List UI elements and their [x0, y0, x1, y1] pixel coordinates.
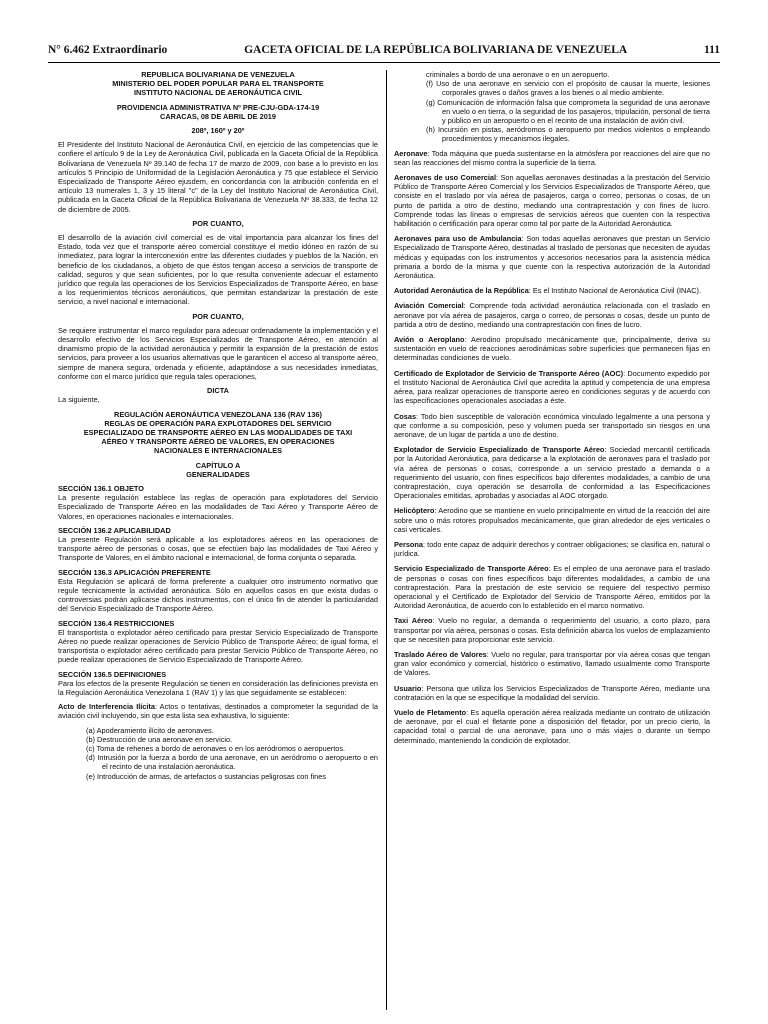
definition-text: : Vuelo no regular, a demanda o requerimiento del usuario, a corto plazo, para transportar por vía aérea, personas o cosas. Esta definición abarca los vuelos de emplazamiento que se necesiten para proporcionar este servicio. — [394, 616, 710, 644]
definition-text: : Son todas aquellas aeronaves que prestan un Servicio Especializado de Transporte Aéreo, destinadas al traslado de personas que necesiten de ayudas médicas y equipadas con los instrumentos y accesorios necesarios para la asistencia médica primaria a bordo de la misma y que cuente con la respectiva autorización de la Autoridad Aeronáutica. — [394, 234, 710, 281]
interference-list — [58, 726, 378, 781]
definition-term: Traslado Aéreo de Valores — [394, 649, 487, 659]
definition-text: : Todo bien susceptible de valoración económica vinculado legalmente a una persona y que conforme a su composición, peso y volumen pueda ser transportado sin riesgos en una aeronave, de un lugar de partida a uno de destino. — [394, 411, 710, 439]
interference-list-continued — [394, 70, 710, 144]
definition-item — [394, 173, 710, 228]
definition-term: Aeronave — [394, 148, 428, 158]
definition-interferencia — [58, 702, 378, 720]
definition-term: Certificado de Explotador de Servicio de Transporte Aéreo (AOC) — [394, 368, 624, 378]
definition-item — [394, 506, 710, 534]
definition-text: : Sociedad mercantil certificada por la Autoridad Aeronáutica, para dedicarse a la explotación de aeronaves para el traslado por vía aérea de personas o cosas, corresponde a un servicio prestado a demanda o a requerimiento del usuario, con fines específicos bajo diferentes modalidades, a cambio de una contraprestación, cuya operación se desarrolla de conformidad a las Especificaciones Operacionales emitidas, aprobadas y asociadas al AOC otorgado. — [394, 445, 710, 501]
definition-term: Cosas — [394, 411, 417, 421]
section-text: El transportista o explotador aéreo certificado para prestar Servicio Especializado de Transporte Aéreo no puede realizar operaciones de Servicio Público de Transporte Aéreo; de igual forma, el transportista o explotador aéreo certificado para prestar Servicio Público de Transporte Aéreo, no puede realizar operaciones de Servicio Especializado de Transporte Aéreo. — [58, 627, 378, 665]
definition-term: Vuelo de Fletamento — [394, 707, 467, 717]
definition-text: : Actos o tentativas, destinados a comprometer la seguridad de la aviación civil incluyendo, sin que esta lista sea exhaustiva, lo siguiente: — [58, 702, 378, 721]
list-item: (g) Comunicación de información falsa que comprometa la seguridad de una aeronave en vuelo o en tierra, o la seguridad de los pasajeros, tripulación, personal de tierra y público en un aeropuerto o en el recinto de una instalación de avión civil. — [426, 97, 710, 126]
regulation-title-line: REGULACIÓN AERONÁUTICA VENEZOLANA 136 (RAV 136) — [114, 409, 322, 419]
definition-text: : Son aquellas aeronaves destinadas a la prestación del Servicio Público de Transporte Aéreo Comercial y los Servicios Especializados de Transporte Aéreo, que consiste en el traslado por vía aérea de pasajeros, carga o correo, personas o cosas, de un punto de partida a otro de destino, mediando una contraprestación y con fines de lucro. Comprende todas las líneas o empresas de servicios aéreos que cuenten con la respectiva habilitación o certificación para operar como tal por parte de la Autoridad Aeronáutica. — [394, 173, 710, 229]
providencia-line: CARACAS, 08 DE ABRIL DE 2019 — [160, 111, 276, 121]
section-text: La presente Regulación será aplicable a los explotadores aéreos en las operaciones de transporte aéreo de personas o cosas, que se efectúen bajo las modalidades de Taxi Aéreo y Transporte de Valores, en el ámbito nacional e internacional, de forma conjunta o separada. — [58, 534, 378, 563]
definition-item — [394, 650, 710, 678]
section-text: Esta Regulación se aplicará de forma preferente a cualquier otro instrumento normativo que regule técnicamente la actividad aeronáutica. Sólo en aquellos casos en que exista dudas o controversias podrán aplicarse dichos instrumentos, con el único fin de atender la particularidad del Servicio Especializado de Transporte Aéreo. — [58, 576, 378, 614]
page-number: 111 — [704, 44, 720, 56]
list-item: (a) Apoderamiento ilícito de aeronaves. — [86, 725, 214, 735]
section-title: SECCIÓN 136.4 RESTRICCIONES — [58, 618, 175, 628]
section-text: La presente regulación establece las reglas de operación para explotadores del Servicio Especializado de Transporte Aéreo en las modalidades de Taxi Aéreo y Transporte Aéreo de Valores, en operaciones nacionales e internacionales. — [58, 493, 378, 521]
section-title: SECCIÓN 136.1 OBJETO — [58, 483, 144, 493]
definition-item — [394, 616, 710, 644]
regulation-title — [58, 410, 378, 456]
intro-paragraph: El Presidente del Instituto Nacional de Aeronáutica Civil, en ejercicio de las competencias que le confiere el artículo 9 de la Ley de Aeronáutica Civil, publicada en la Gaceta Oficial de la República Bolivariana de Venezuela Nº 39.140 de fecha 17 de marzo de 2009, con base a lo previsto en los artículos 5 Principio de Uniformidad de la Legislación Aeronáutica y 75 que establece el Servicio Especializado de Transporte Aéreo ejusdem, en concordancia con la atribución conferida en el artículo 13 numerales 1, 3 y 15 literal "c" de la Ley del Instituto Nacional de Aeronáutica Civil, publicada en la Gaceta Oficial de la República Bolivariana de Venezuela Nº 38.333, de fecha 12 de diciembre de 2005. — [58, 140, 378, 214]
definition-term: Servicio Especializado de Transporte Aéreo — [394, 564, 549, 574]
definition-text: : Documento expedido por el Instituto Nacional de Aeronáutica Civil que acredita la aptitud y competencia de una empresa aérea, para realizar operaciones de transporte aereo en condiciones seguras y de acuerdo con las especificaciones operacionales asociadas a éste. — [394, 368, 710, 406]
section-title: SECCIÓN 136.3 APLICACIÓN PREFERENTE — [58, 567, 211, 577]
issue-number: N° 6.462 Extraordinario — [48, 44, 168, 56]
definition-item — [394, 301, 710, 329]
definition-text: : Es el Instituto Nacional de Aeronáutica Civil (INAC). — [528, 286, 702, 296]
por-cuanto-heading: POR CUANTO, — [192, 311, 244, 321]
definition-item — [394, 412, 710, 440]
dicta-heading: DICTA — [207, 386, 229, 396]
right-column — [394, 70, 710, 1010]
definition-text: : Es el empleo de una aeronave para el traslado de personas o cosas con fines específicos bajo diferentes modalidades, a cambio de una contraprestación. Para la prestación de este servicio se requiere del respectivo permiso operacional y el Certificado de Explotador del Servicio de Transporte Aéreo, emitidos por la Autoridad Aeronáutica, de acuerdo con lo establecido en el marco normativo. — [394, 564, 710, 611]
heading-line: MINISTERIO DEL PODER POPULAR PARA EL TRANSPORTE — [112, 79, 324, 89]
definition-text: : todo ente capaz de adquirir derechos y contraer obligaciones; se clasifica en, natural o jurídica. — [394, 539, 710, 559]
gazette-title: GACETA OFICIAL DE LA REPÚBLICA BOLIVARIANA DE VENEZUELA — [244, 44, 628, 56]
definition-item — [394, 286, 710, 295]
definition-item — [394, 149, 710, 167]
definition-term: Taxi Aéreo — [394, 616, 433, 626]
definition-term: Usuario — [394, 683, 422, 693]
list-item: (d) Intrusión por la fuerza a bordo de una aeronave, en un aeródromo o aeropuerto o en el recinto de una instalación aeronáutica. — [86, 753, 378, 772]
list-item: criminales a bordo de una aeronave o en un aeropuerto. — [426, 70, 610, 79]
definition-term: Persona — [394, 539, 423, 549]
definition-term: Acto de Interferencia Ilícita — [58, 702, 155, 712]
section-title: SECCIÓN 136.2 APLICABILIDAD — [58, 525, 171, 535]
definition-text: : Aerodino propulsado mecánicamente que, principalmente, deriva su sustentación en vuelo de reacciones aerodinámicas sobre superficies que permanecen fijas en determinadas condiciones de vuelo. — [394, 335, 710, 363]
providencia-line: PROVIDENCIA ADMINISTRATIVA Nº PRE-CJU-GDA-174-19 — [116, 102, 320, 112]
regulation-title-line: AÉREO Y TRANSPORTE AÉREO DE VALORES, EN OPERACIONES — [101, 437, 335, 447]
list-item: (h) Incursión en pistas, aeródromos o aeropuerto por medios violentos o empleando procedimientos y mecanismos ilegales. — [426, 125, 710, 144]
la-siguiente-text: La siguiente, — [58, 395, 100, 405]
section-text: Para los efectos de la presente Regulación se tienen en consideración las definiciones prevista en la Regulación Aeronáutica Venezolana 1 (RAV 1) y las que seguidamente se establecen: — [58, 678, 378, 697]
definition-text: : Es aquella operación aérea realizada mediante un contrato de utilización de aeronave, por el cual el fletante pone a disposición del fletador, por un precio cierto, la capacidad total o parcial de una aeronave, para uno o más viajes o durante un tiempo determinado, manteniendo la condición de explotador. — [394, 707, 710, 745]
years-line: 208º, 160º y 20º — [191, 126, 245, 136]
left-column — [58, 70, 378, 1010]
chapter-heading — [58, 461, 378, 479]
definition-term: Helicóptero — [394, 506, 435, 516]
definition-term: Aviación Comercial — [394, 301, 464, 311]
definition-text: : Comprende toda actividad aeronáutica relacionada con el traslado en aeronave por vía aérea de pasajeros, carga o correo, de personas o cosas, desde un punto de partida a otro de destino, mediando una contraprestación con fines de lucro. — [394, 301, 710, 329]
definition-item — [394, 684, 710, 702]
chapter-line: CAPÍTULO A — [195, 460, 241, 470]
chapter-line: GENERALIDADES — [186, 469, 250, 479]
definition-item — [394, 708, 710, 745]
definition-term: Autoridad Aeronáutica de la República — [394, 286, 529, 296]
definition-item — [394, 335, 710, 363]
por-cuanto-heading: POR CUANTO, — [192, 218, 244, 228]
considerando-paragraph: Se requiere instrumentar el marco regulador para adecuar ordenadamente la implementación y el desarrollo efectivo de los Servicios Especializados de Transporte Aéreo, en atención al dinamismo propio de la actividad aeronáutica y permitir la expansión de la prestación de estos servicios, para proveer a los usuarios alternativas que le garanticen el acceso al transporte aéreo, siempre de manera segura, ordenada y eficiente, adaptándose a sus necesidades inmediatas, conforme con el marco jurídico que regula tales operaciones, — [58, 325, 378, 381]
definition-text: : Persona que utiliza los Servicios Especializados de Transporte Aéreo, mediante una contratación en la que se especifique la modalidad del servicio. — [394, 683, 710, 702]
definition-item — [394, 234, 710, 280]
providencia-heading — [58, 103, 378, 121]
header-rule — [48, 62, 720, 63]
list-item: (b) Destrucción de una aeronave en servicio. — [86, 734, 233, 744]
column-divider — [386, 70, 387, 1010]
list-item: (e) Introducción de armas, de artefactos o sustancias peligrosas con fines — [86, 771, 327, 781]
regulation-title-line: REGLAS DE OPERACIÓN PARA EXPLOTADORES DEL SERVICIO — [104, 418, 332, 428]
page-header — [48, 44, 720, 60]
definition-term: Avión o Aeroplano — [394, 335, 465, 345]
definition-text: : Aerodino que se mantiene en vuelo principalmente en virtud de la reacción del aire sobre uno o más rotores propulsados mecánicamente, que giran alrededor de ejes verticales o casi verticales. — [394, 506, 710, 534]
regulation-title-line: ESPECIALIZADO DE TRANSPORTE AÉREO EN LAS MODALIDADES DE TAXI — [83, 427, 353, 437]
definition-text: : Toda máquina que pueda sustentarse en la atmósfera por reacciones del aire que no sean las reacciones del mismo contra la superficie de la tierra. — [394, 148, 710, 167]
heading-line: INSTITUTO NACIONAL DE AERONÁUTICA CIVIL — [133, 88, 303, 98]
regulation-title-line: NACIONALES E INTERNACIONALES — [153, 446, 283, 456]
list-item: (f) Uso de una aeronave en servicio con el propósito de causar la muerte, lesiones corporales graves o daños graves a los bienes o al medio ambiente. — [426, 79, 710, 98]
definition-item — [394, 369, 710, 406]
definition-term: Aeronaves de uso Comercial — [394, 173, 497, 183]
definition-item — [394, 564, 710, 610]
definition-text: : Vuelo no regular, para transportar por vía aérea cosas que tengan gran valor económico y comercial, histórico o estimativo, llamado usualmente como Transporte de Valores. — [394, 649, 710, 678]
considerando-paragraph: El desarrollo de la aviación civil comercial es de vital importancia para alcanzar los fines del Estado, toda vez que el transporte aéreo comercial constituye el medio idóneo en razón de su inmediatez, para lograr la interconexión entre las diferentes ciudades y pueblos de la Nación, en beneficio de los ciudadanos, a objeto de que éstos tengan acceso a servicios de transporte de calidad, seguros y que sean suficientes, por lo que resulta conveniente adecuar el estamento jurídico que regula las operaciones de los Servicios Especializados de Transporte Aéreo, en base a los requerimientos técnicos aeronáuticos, que permitan estandarizar la prestación de este servicio, a nivel nacional e internacional. — [58, 233, 378, 307]
definition-term: Aeronaves para uso de Ambulancia — [394, 234, 522, 244]
definition-term: Explotador de Servicio Especializado de Transporte Aéreo — [394, 445, 605, 455]
institution-heading — [58, 70, 378, 98]
definition-item — [394, 445, 710, 500]
definition-item — [394, 540, 710, 558]
list-item: (c) Toma de rehenes a bordo de aeronaves o en los aeródromos o aeropuertos. — [86, 744, 346, 753]
heading-line: REPUBLICA BOLIVARIANA DE VENEZUELA — [141, 70, 295, 79]
section-title: SECCIÓN 136.5 DEFINICIONES — [58, 669, 167, 679]
